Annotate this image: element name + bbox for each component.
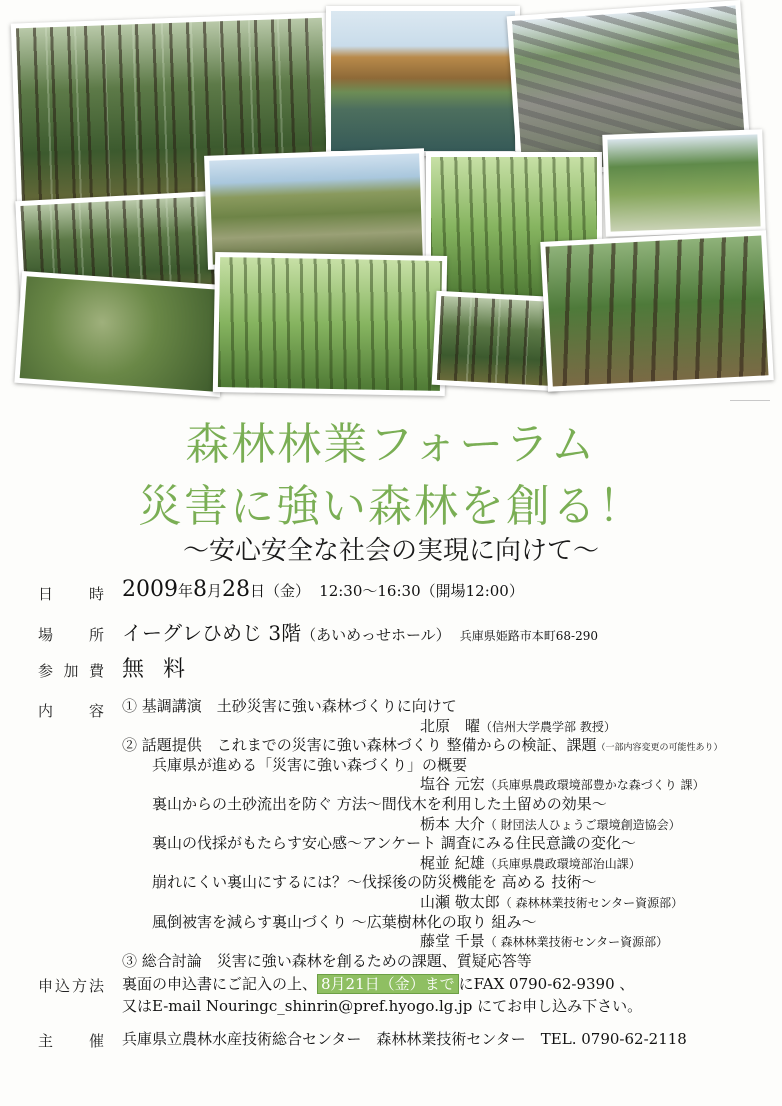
date-year: 2009	[122, 577, 178, 602]
apply-label: 申込方法	[38, 977, 104, 995]
program-title: 裏山からの土砂流出を防ぐ 方法～間伐木を利用した土留めの効果～	[152, 795, 607, 813]
program-item	[420, 852, 641, 873]
program-title: ② 話題提供 これまでの災害に強い森林づくり 整備からの検証、課題	[122, 736, 597, 755]
program-title: ① 基調講演 土砂災害に強い森林づくりに向けて	[122, 697, 457, 715]
photo-cedar-forest	[540, 230, 774, 392]
photo-forest-floor	[213, 252, 447, 396]
speaker-name: 梶並 紀雄	[420, 853, 485, 872]
speaker-name: 栃本 大介	[420, 814, 485, 833]
program-item	[152, 754, 467, 775]
program-item	[420, 813, 681, 834]
speaker-affiliation: （ 森林林業技術センター資源部）	[499, 896, 684, 910]
speaker-affiliation: （兵庫県農政環境部豊かな森づくり 課）	[484, 778, 705, 793]
program-item	[152, 793, 607, 814]
date-month: 8	[193, 577, 208, 602]
venue-label: 場所	[38, 626, 104, 644]
subtitle: ～安心安全な社会の実現に向けて～	[182, 536, 599, 566]
speaker-name: 塩谷 元宏	[420, 775, 485, 794]
date-day: 28	[222, 577, 251, 602]
venue-value	[122, 617, 598, 646]
venue-name: イーグレひめじ 3階	[122, 621, 302, 645]
date-label: 日時	[38, 585, 104, 603]
speaker-name: 北原 曜	[420, 716, 481, 735]
contents-label: 内容	[38, 702, 104, 720]
apply-text: 裏面の申込書にご記入の上、	[122, 975, 318, 993]
program-title: 崩れにくい裏山にするには？～伐採後の防災機能を 高める 技術～	[152, 873, 597, 892]
photo-hillside	[14, 271, 227, 397]
date-year-unit: 年	[178, 582, 194, 600]
speaker-affiliation: （兵庫県農政環境部治山課）	[484, 856, 641, 871]
photo-rice-field	[602, 129, 765, 237]
speaker-affiliation: （ 森林林業技術センター資源部）	[484, 935, 669, 950]
host-value: 兵庫県立農林水産技術総合センター 森林林業技術センター TEL. 0790-62-2118	[122, 1030, 687, 1048]
main-heading: 災害に強い森林を創る！	[138, 481, 644, 532]
program-title: ③ 総合討論 災害に強い森林を創るための課題、質疑応答等	[122, 951, 532, 970]
program-item	[152, 911, 537, 932]
program-note: （一部内容変更の可能性あり）	[596, 743, 723, 754]
program-item	[122, 950, 532, 971]
program-item	[122, 734, 723, 755]
apply-line-2: 又はE-mail Nouringc_shinrin@pref.hyogo.lg.jp にてお申し込み下さい。	[122, 997, 643, 1015]
divider	[730, 400, 770, 401]
program-item	[420, 773, 705, 794]
speaker-affiliation: （信州大学農学部 教授）	[480, 719, 616, 734]
date-value	[122, 577, 524, 602]
program-title: 裏山の伐採がもたらす安心感～アンケート 調査にみる住民意識の変化～	[152, 834, 636, 853]
speaker-name: 山瀬 敬太郎	[420, 893, 500, 911]
date-time: 12:30～16:30（開場12:00）	[319, 582, 524, 600]
deadline-highlight: 8月21日（金）まで	[317, 974, 459, 994]
program-item	[152, 832, 636, 853]
date-day-unit: 日	[250, 582, 266, 600]
program-item	[420, 715, 616, 736]
apply-fax: にFAX 0790-62-9390 、	[458, 975, 635, 993]
date-weekday: （金）	[265, 582, 311, 600]
forum-title: 森林林業フォーラム	[185, 419, 597, 470]
venue-hall: （あいめっせホール）	[301, 626, 451, 644]
program-title: 兵庫県が進める「災害に強い森づくり」の概要	[152, 755, 468, 774]
host-label: 主催	[38, 1032, 104, 1050]
venue-address: 兵庫県姫路市本町68-290	[459, 629, 598, 643]
apply-line-1	[122, 973, 634, 994]
program-item	[152, 871, 597, 892]
program-item	[122, 695, 457, 716]
program-title: 風倒被害を減らす裏山づくり ～広葉樹林化の取り 組み～	[152, 912, 537, 931]
fee-label: 参加費	[38, 662, 104, 680]
photo-lake	[326, 6, 520, 156]
speaker-name: 藤堂 千景	[420, 932, 485, 951]
speaker-affiliation: （ 財団法人ひょうご環境創造協会）	[484, 817, 681, 832]
program-item	[420, 891, 683, 912]
program-item	[420, 930, 668, 951]
fee-value: 無 料	[122, 657, 191, 682]
date-month-unit: 月	[207, 582, 223, 600]
